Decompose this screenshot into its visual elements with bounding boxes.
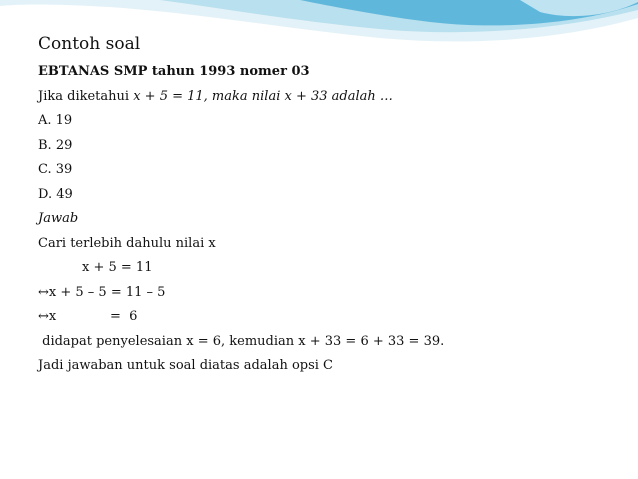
option-d: D. 49 [38, 186, 73, 202]
solution-step-4: ↔x = 6 [38, 309, 138, 324]
solution-step-5: didapat penyelesaian x = 6, kemudian x + 33 = 6 + 33 = 39. [38, 333, 445, 349]
question-text [38, 85, 628, 110]
solution-step-2: x + 5 = 11 [82, 260, 153, 275]
question-equation: x + 5 = 11, maka nilai x + 33 adalah … [133, 88, 393, 104]
solution-conclusion: Jadi jawaban untuk soal diatas adalah opsi C [38, 358, 334, 373]
question-prefix: Jika diketahui [38, 88, 134, 104]
slide-title: Contoh soal [38, 34, 141, 54]
slide-content [38, 32, 628, 379]
option-a: A. 19 [38, 113, 73, 128]
option-b: B. 29 [38, 137, 73, 153]
solution-step-1: Cari terlebih dahulu nilai x [38, 235, 216, 251]
answer-label: Jawab [38, 211, 79, 226]
exam-heading: EBTANAS SMP tahun 1993 nomer 03 [38, 64, 310, 79]
option-c: C. 39 [38, 162, 73, 177]
solution-step-3: ↔x + 5 – 5 = 11 – 5 [38, 284, 166, 300]
